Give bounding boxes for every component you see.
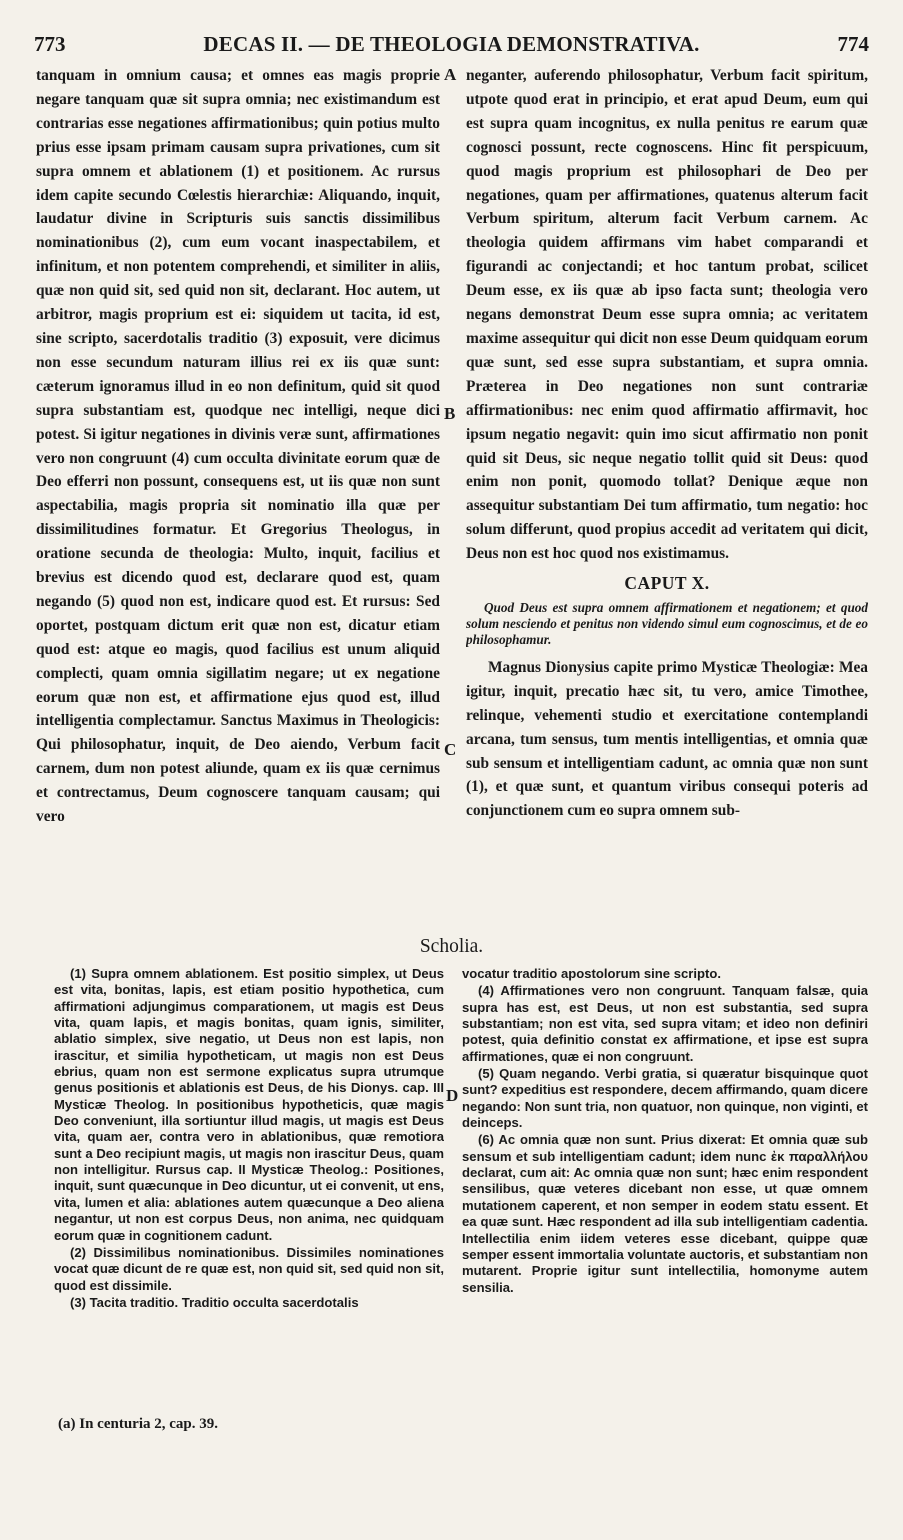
right-paragraph-1: neganter, auferendo philosophatur, Verbum facit spiritum, utpote quod erat in principio, et erat apud Deum, eum qui est supra quam incognitus, ex nulla penitus re earum quæ cognosci possunt, recte cognoscens. Hinc fit perspicuum, quod magis proprium est philosophari de Deo per negationes, quam per affirmationes, quatenus alterum facit Verbum spiritum, alterum facit Verbum carnem. Ac theologia quidem affirmans vim habet comparandi et figurandi ac conjectandi; et hoc tantum probat, scilicet Deum esse, ex iis quæ ab ipso facta sunt; theologia vero negans demonstrat Deum esse supra omnia; ac veritatem maxime assequitur qui dicit non esse Deum quidquam eorum quæ sunt, sed esse supra substantiam, et supra omnia. Præterea in Deo negationes non sunt contrariæ affirmationibus: nec enim quod affirmatio affirmavit, hoc ipsum negatio negavit: quin imo sicut affirmatio non ponit quid sit Deus, sic neque negatio tollit quid sit Deus: quod enim non ponit, quomodo tollat? Denique æque non assequitur substantiam Dei tum affirmatio, tum negatio: hoc solum differunt, quod propius accedit ad veritatem qui dicit, Deus non est hoc quod nos existimamus. bbox=[466, 67, 868, 563]
scholion-3: (3) Tacita traditio. Traditio occulta sacerdotalis bbox=[70, 1294, 359, 1310]
scholia-right-column bbox=[462, 966, 868, 1402]
page-number-right: 774 bbox=[837, 32, 869, 56]
right-paragraph-2: Magnus Dionysius capite primo Mysticæ Theologiæ: Mea igitur, inquit, precatio hæc sit, tu vero, amice Timothee, relinque, vehementi studio et exercitatione contemplandi arcana, tum sensus, tum mentis intelligentias, et omnia quæ sub sensum et intelligentiam cadunt, ac omnia quæ non sunt (1), et quæ sunt, et quantum viribus consequi poteris ad conjunctionem cum eo supra omnem sub- bbox=[466, 658, 868, 820]
page-number-left: 773 bbox=[34, 32, 66, 56]
running-header bbox=[34, 32, 869, 58]
section-letter-d: D bbox=[446, 1086, 459, 1105]
section-letter-a: A bbox=[444, 65, 457, 84]
chapter-heading: CAPUT X. bbox=[624, 573, 710, 594]
scholion-2: (2) Dissimilibus nominationibus. Dissimiles nominationes vocat quæ dicunt de re quæ est, non quid sit, sed quid non sit, quod est dissimile. bbox=[54, 1244, 444, 1293]
scholion-6: (6) Ac omnia quæ non sunt. Prius dixerat: Et omnia quæ sub sensum et sub intelligentiam cadunt; idem nunc ἐκ παραλλήλου declarat, cum ait: Ac omnia quæ non sunt; hæc enim respondent sensilibus, quæ veteres dicebant non esse, ut quæ omnem mutationem caperent, et non semper in eodem statu essent. Et ea quæ sunt. Hæc respondent ad illa sub intelligentiam cadentia. Intellectilia enim iidem veteres esse dicebant, quippe quæ semper essent immortalia voluntate auctoris, et substantiam non mutarent. Proprie igitur sunt intellectilia, homonyme autem sensilia. bbox=[462, 1132, 868, 1295]
scholion-4: (4) Affirmationes vero non congruunt. Tanquam falsæ, quia supra has est, est Deus, ut non est substantia, sed supra substantiam; non est vita, sed supra vitam; et ideo non definiri potest, quia definitio constat ex affirmatione, et ipse est supra affirmationes, quæ ei non congruunt. bbox=[462, 983, 868, 1064]
section-letter-b: B bbox=[444, 404, 456, 423]
scholion-3-continued: vocatur traditio apostolorum sine scripto. bbox=[462, 966, 722, 981]
scholia-left-column bbox=[54, 966, 444, 1402]
footnote: (a) In centuria 2, cap. 39. bbox=[58, 1416, 218, 1432]
scholion-5: (5) Quam negando. Verbi gratia, si quæratur bisquinque quot sunt? expeditius est respondere, decem affirmando, quam dicere negando: Non sunt tria, non quatuor, non quinque, non viginti, et deinceps. bbox=[462, 1066, 868, 1131]
scholia-heading: Scholia. bbox=[419, 936, 484, 957]
right-column bbox=[466, 64, 868, 926]
scholion-1: (1) Supra omnem ablationem. Est positio simplex, ut Deus est vita, bonitas, lapis, est etiam positio hypothetica, cum affirmationi adjungimus comparationem, ut magis est Deus vita, quam lapis, et magis bonitas, quam ignis, similiter, ablatio simplex, sive negatio, ut Deus non est lapis, non irascitur, et similia hypotheticam, ut magis non est Deus ebrius, quam non est sermone explicatus supra utrumque genus positionis et ablationis est Deus, de his Dionys. cap. III Mysticæ Theolog. In positionibus hypotheticis, quæ magis Deo conveniunt, illa sortiuntur illud magis, ut magis est Deus vita, quam aer, contra vero in ablationibus, quæ remotiora sunt a Deo recipiunt magis, ut magis non irascitur Deus, quam non intelligitur. Rursus cap. II Mysticæ Theolog.: Positiones, inquit, sunt quæcunque in Deo dicuntur, ut ei convenit, ut ens, vita, lumen et alia: ablationes autem quæcunque a Deo aliena negantur, ut non est corpus Deus, non anima, nec quidquam eorum quæ in cognitionem cadunt. bbox=[54, 966, 444, 1243]
running-title: DECAS II. — DE THEOLOGIA DEMONSTRATIVA. bbox=[203, 32, 700, 56]
left-column bbox=[36, 64, 440, 926]
left-paragraph: tanquam in omnium causa; et omnes eas magis proprie negare tanquam quæ sit supra omnia; nec existimandum est contrarias esse negationes affirmationibus; quin potius multo prius esse ipsam primam causam supra privationes, cum sit supra omnem et ablationem (1) et positionem. Ac rursus idem capite secundo Cœlestis hierarchiæ: Aliquando, inquit, laudatur divine in Scripturis suis sanctis dissimilibus nominationibus (2), cum eum vocant inaspectabilem, et infinitum, et non potentem comprehendi, et similiter in aliis, quæ non quid sit, sed quid non sit, declarant. Hoc autem, ut arbitror, magis proprium est ei: siquidem ut tacita, id est, sine scripto, sacerdotalis traditio (3) exposuit, vere dicimus non esse secundum naturam illius rei ex iis quæ sunt: cæterum ignoramus illud in eo non definitum, quid sit quod supra substantiam est, quodque nec intelligi, neque dici potest. Si igitur negationes in divinis veræ sunt, affirmationes vero non congruunt (4) cum occulta divinitate eorum quæ de Deo efferri non possunt, consequens est, ut iis quæ non sunt aspectabilia, magis propria sit nominatio illa quæ per dissimilitudines formatur. Et Gregorius Theologus, in oratione secunda de theologia: Multo, inquit, facilius et brevius est dicendo quod est, declarare quod est, quam negando (5) quod non est, indicare quod est. Et rursus: Sed oportet, postquam dictum erit quæ non est, dicatur etiam quod est: atque eo magis, quod facilius est unum aliquid complecti, quam omnia sigillatim negare; ut ex negatione eorum quæ non est, et affirmatione ejus quod est, illud intelligentia complectamur. Sanctus Maximus in Theologicis: Qui philosophatur, inquit, de Deo aiendo, Verbum facit carnem, dum non potest aliunde, quam ex iis quæ cernimus et contrectamus, Deum cognoscere tanquam causam; qui vero bbox=[36, 67, 440, 826]
section-letter-c: C bbox=[444, 740, 457, 759]
chapter-summary: Quod Deus est supra omnem affirmationem et negationem; et quod solum nesciendo et penitus non videndo simul eum cognoscimus, et de eo philosophamur. bbox=[466, 599, 868, 647]
